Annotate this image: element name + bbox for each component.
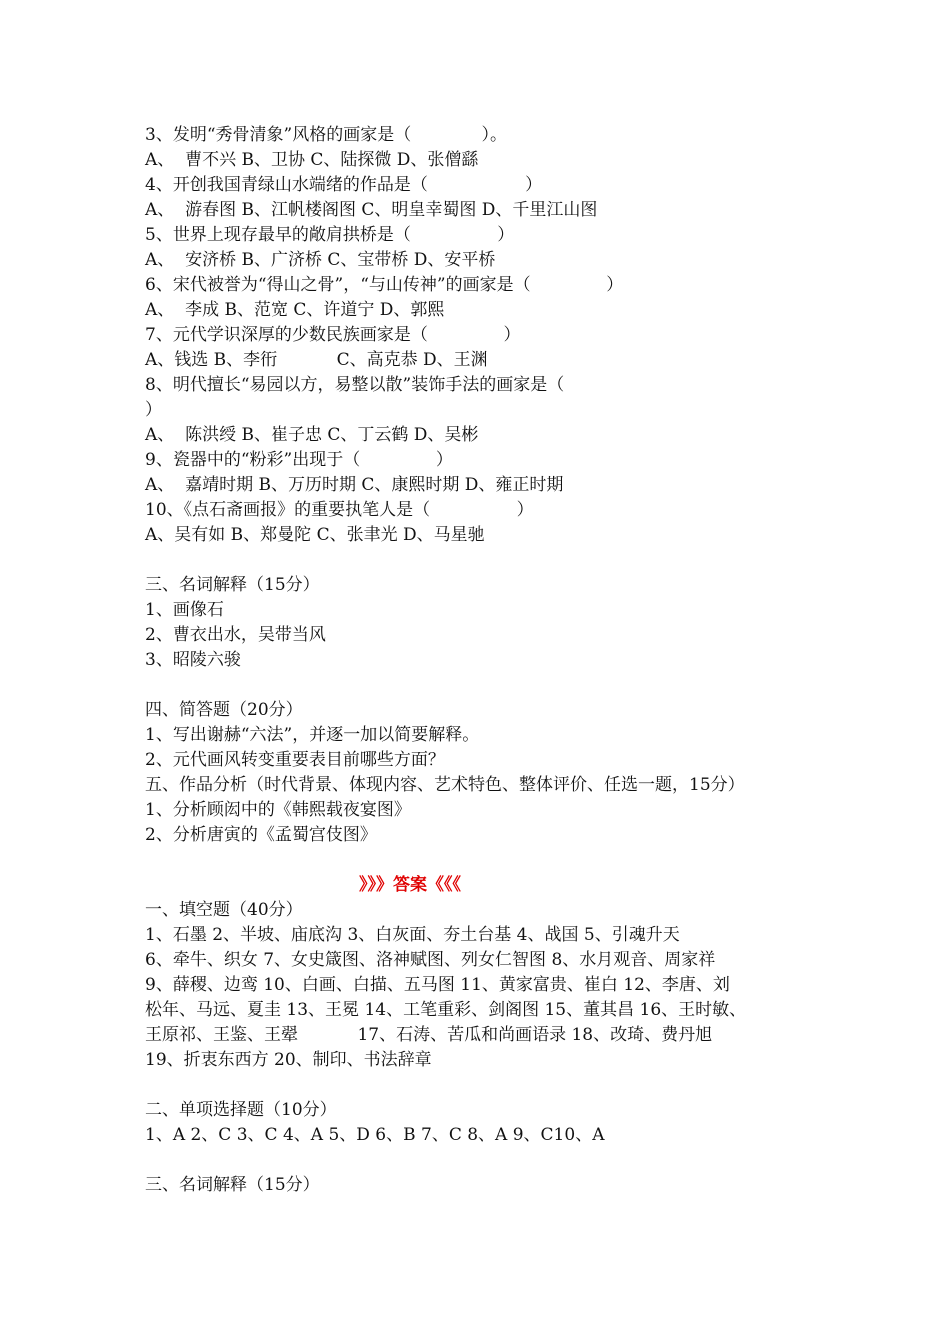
question-8: 8、明代擅长“易园以方，易整以散”装饰手法的画家是（: [145, 375, 565, 395]
question-9: 9、瓷器中的“粉彩”出现于（ ）: [145, 450, 453, 470]
question-5-options: A、 安济桥 B、广济桥 C、宝带桥 D、安平桥: [145, 250, 496, 270]
question-8-options: A、 陈洪绶 B、崔子忠 C、丁云鹤 D、吴彬: [145, 425, 479, 445]
spacer: [145, 673, 825, 698]
question-7-options: A、钱选 B、李衎 C、高克恭 D、王渊: [145, 350, 488, 370]
question-9-options: A、 嘉靖时期 B、万历时期 C、康熙时期 D、雍正时期: [145, 475, 564, 495]
answers-fill-line: 9、薛稷、边鸾 10、白画、白描、五马图 11、黄家富贵、崔白 12、李唐、刘: [145, 975, 730, 995]
answers-term-title: 三、名词解释（15分）: [145, 1175, 320, 1195]
answers-choice-line: 1、A 2、C 3、C 4、A 5、D 6、B 7、C 8、A 9、C10、A: [145, 1125, 605, 1145]
section-5-item: 1、分析顾闳中的《韩熙载夜宴图》: [145, 800, 411, 820]
question-10-options: A、吴有如 B、郑曼陀 C、张聿光 D、马星驰: [145, 525, 485, 545]
answers-heading: 》》》答案《《《: [359, 875, 461, 895]
answers-choice-title: 二、单项选择题（10分）: [145, 1100, 337, 1120]
question-3: 3、发明“秀骨清象”风格的画家是（ ）。: [145, 125, 507, 145]
spacer: [145, 1073, 825, 1098]
answers-fill-line: 1、石墨 2、半坡、庙底沟 3、白灰面、夯土台基 4、战国 5、引魂升天: [145, 925, 680, 945]
section-4-item: 2、元代画风转变重要表目前哪些方面？: [145, 750, 445, 770]
question-8-continued: ）: [145, 400, 162, 420]
section-3-item: 2、曹衣出水，吴带当风: [145, 625, 326, 645]
spacer: [145, 548, 825, 573]
question-6-options: A、 李成 B、范宽 C、许道宁 D、郭熙: [145, 300, 445, 320]
question-4-options: A、 游春图 B、江帆楼阁图 C、明皇幸蜀图 D、千里江山图: [145, 200, 598, 220]
section-3-item: 3、昭陵六骏: [145, 650, 241, 670]
question-3-options: A、 曹不兴 B、卫协 C、陆探微 D、张僧繇: [145, 150, 479, 170]
question-6: 6、宋代被誉为“得山之骨”，“与山传神”的画家是（ ）: [145, 275, 624, 295]
answers-fill-line: 19、折衷东西方 20、制印、书法辞章: [145, 1050, 432, 1070]
answers-fill-line: 王原祁、王鉴、王翚 17、石涛、苦瓜和尚画语录 18、改琦、费丹旭: [145, 1025, 713, 1045]
answers-fill-line: 松年、马远、夏圭 13、王冕 14、工笔重彩、剑阁图 15、董其昌 16、王时敏、: [145, 1000, 747, 1020]
question-5: 5、世界上现存最早的敞肩拱桥是（ ）: [145, 225, 515, 245]
answers-fill-title: 一、填空题（40分）: [145, 900, 303, 920]
section-3-item: 1、画像石: [145, 600, 224, 620]
section-5-title: 五、作品分析（时代背景、体现内容、艺术特色、整体评价、任选一题，15分）: [145, 775, 745, 795]
section-5-item: 2、分析唐寅的《孟蜀宫伎图》: [145, 825, 377, 845]
answers-fill-line: 6、牵牛、织女 7、女史箴图、洛神赋图、列女仁智图 8、水月观音、周家祥: [145, 950, 716, 970]
document-page: [145, 123, 825, 1198]
spacer: [145, 848, 825, 873]
question-7: 7、元代学识深厚的少数民族画家是（ ）: [145, 325, 521, 345]
question-10: 10、《点石斋画报》的重要执笔人是（ ）: [145, 500, 534, 520]
spacer: [145, 1148, 825, 1173]
section-3-title: 三、名词解释（15分）: [145, 575, 320, 595]
question-4: 4、开创我国青绿山水端绪的作品是（ ）: [145, 175, 543, 195]
section-4-item: 1、写出谢赫“六法”，并逐一加以简要解释。: [145, 725, 480, 745]
section-4-title: 四、简答题（20分）: [145, 700, 303, 720]
